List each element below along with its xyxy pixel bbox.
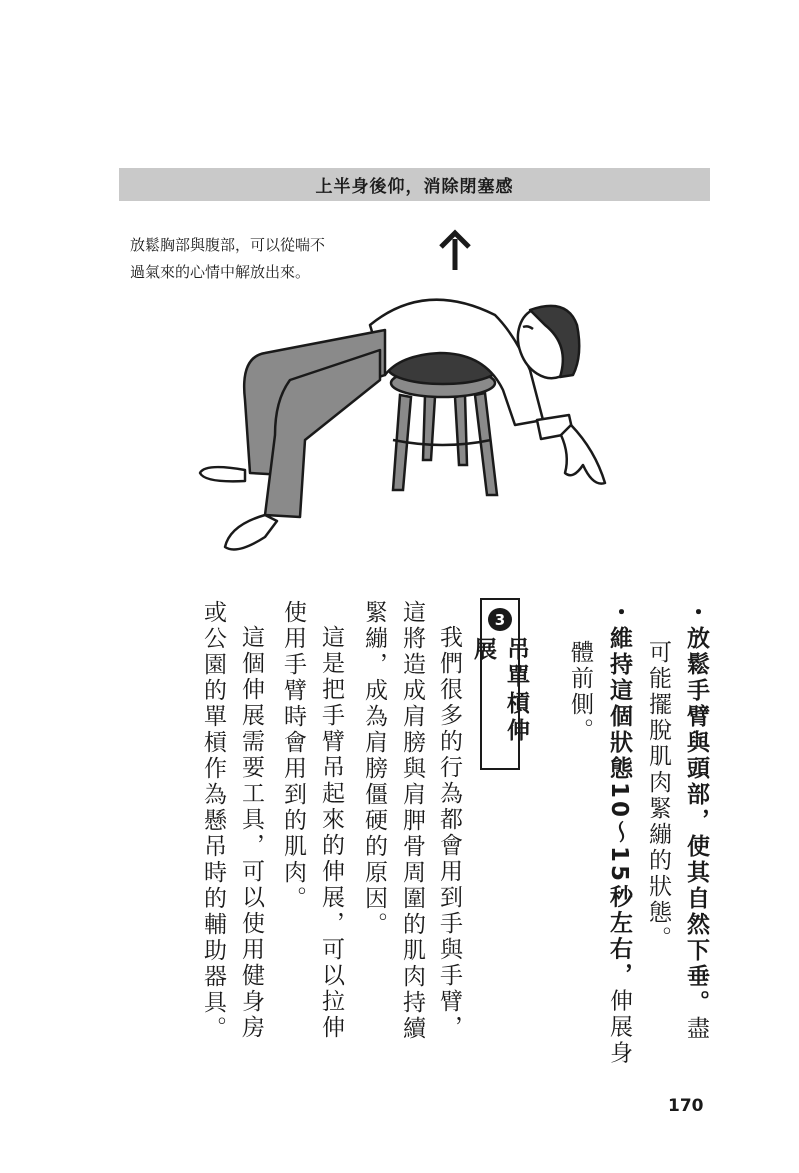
section-number-badge: 3	[488, 608, 512, 631]
section-heading	[470, 598, 529, 770]
bullet-marker: ・	[606, 600, 632, 626]
bullet-2-line-1	[599, 600, 639, 1066]
bullet-1-line-1	[676, 600, 716, 1042]
paragraph-line-7: 或公園的單槓作為懸吊時的輔助器具。	[200, 600, 226, 1042]
paragraph-line-4: 這是把手臂吊起來的伸展，可以拉伸	[318, 625, 344, 1041]
arrow-up-icon	[441, 233, 469, 270]
paragraph-line-1: 我們很多的行為都會用到手與手臂，	[436, 625, 462, 1041]
paragraph-line-6: 這個伸展需要工具，可以使用健身房	[238, 625, 264, 1041]
bullet-marker: ・	[683, 600, 709, 626]
stretch-illustration	[185, 225, 615, 560]
page-number: 170	[668, 1096, 704, 1116]
stool-icon	[388, 352, 498, 495]
paragraph-line-2: 這將造成肩膀與肩胛骨周圍的肌肉持續	[399, 600, 425, 1042]
bullet-1-line-2: 可能擺脫肌肉緊繃的狀態。	[645, 640, 671, 952]
paragraph-line-5: 使用手臂時會用到的肌肉。	[280, 600, 306, 912]
section-banner	[119, 168, 710, 201]
caption-line-1: 放鬆胸部與腹部，可以從喘不	[130, 236, 326, 254]
bullet-1-rest: 盡	[683, 1016, 709, 1042]
paragraph-line-3: 緊繃，成為肩膀僵硬的原因。	[361, 600, 387, 938]
bullet-2-bold-a: 維持這個狀態	[606, 626, 632, 782]
bullet-2-bold-b: 秒左右，	[606, 884, 632, 989]
bullet-2-rest: 伸展身	[606, 988, 632, 1067]
banner-title: 上半身後仰，消除閉塞感	[315, 177, 514, 197]
bullet-1-bold: 放鬆手臂與頭部，使其自然下垂。	[683, 626, 709, 1016]
bullet-2-number: 10～15	[606, 782, 632, 885]
caption-line-2: 過氣來的心情中解放出來。	[130, 263, 311, 281]
section-title: 吊單槓伸展	[470, 637, 529, 746]
bullet-2-line-2: 體前側。	[567, 640, 593, 744]
